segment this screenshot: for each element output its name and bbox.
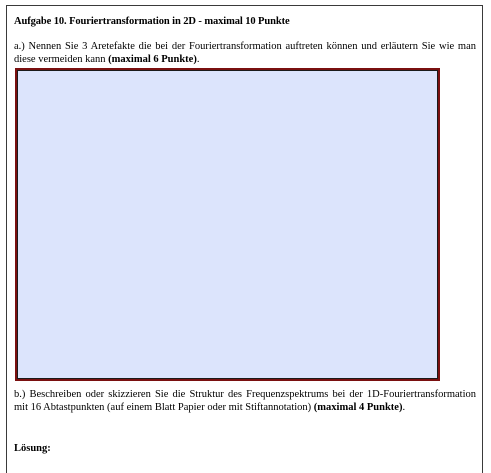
- part-b-question: [14, 388, 476, 414]
- part-a-text: a.) Nennen Sie 3 Aretefakte die bei der Fouriertransformation auftreten können und erläutern Sie wie man diese vermeiden kann: [14, 41, 476, 65]
- answer-text-field[interactable]: [15, 68, 440, 381]
- part-b-points: (maximal 4 Punkte): [313, 402, 403, 413]
- solution-label: Lösung:: [14, 443, 51, 454]
- part-b-end: .: [402, 402, 406, 413]
- part-a-points: (maximal 6 Punkte): [108, 54, 197, 65]
- part-a-question: [14, 40, 476, 66]
- part-a-end: .: [196, 54, 200, 65]
- part-b-text: b.) Beschreiben oder skizzieren Sie die Struktur des Frequenzspektrums bei der 1D-Fouriertransformation mit 16 Abtastpunkten (auf einem Blatt Papier oder mit Stiftannotation): [14, 389, 476, 413]
- task-heading: Aufgabe 10. Fouriertransformation in 2D - maximal 10 Punkte: [14, 16, 290, 27]
